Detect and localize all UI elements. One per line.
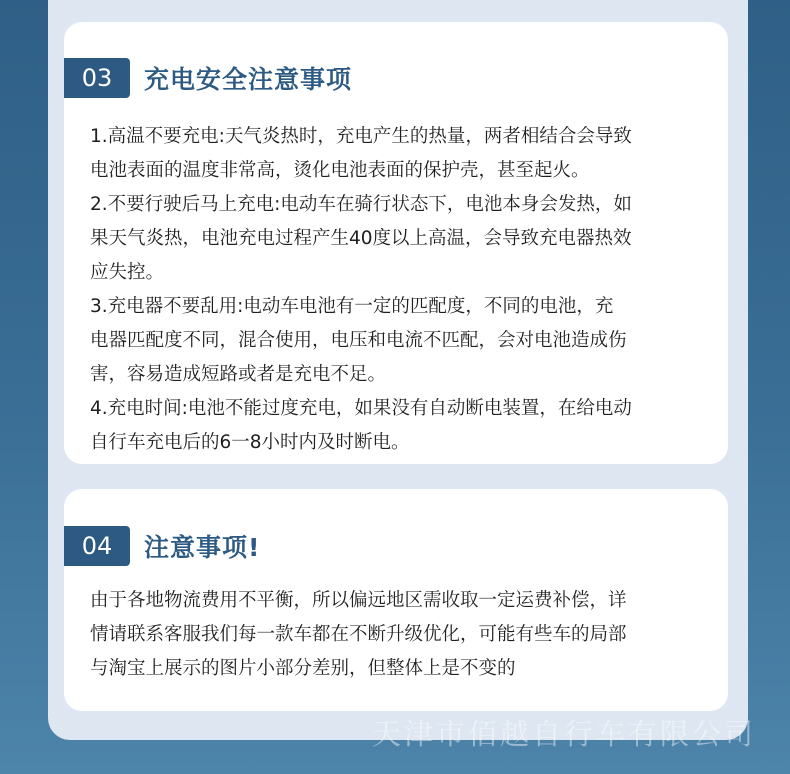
section-body <box>90 120 712 460</box>
text-line: 应失控。 <box>90 262 165 283</box>
section-header <box>64 58 352 98</box>
text-line: 由于各地物流费用不平衡，所以偏远地区需收取一定运费补偿，详 <box>90 590 627 611</box>
text-line: 情请联系客服我们每一款车都在不断升级优化，可能有些车的局部 <box>90 624 627 645</box>
charging-safety-card <box>64 22 728 464</box>
text-line: 害，容易造成短路或者是充电不足。 <box>90 364 387 385</box>
text-line: 4.充电时间:电池不能过度充电，如果没有自动断电装置，在给电动 <box>90 398 632 419</box>
text-line: 电器匹配度不同，混合使用，电压和电流不匹配，会对电池造成伤 <box>90 330 627 351</box>
section-body <box>90 584 712 686</box>
text-line: 3.充电器不要乱用:电动车电池有一定的匹配度，不同的电池，充 <box>90 296 614 317</box>
section-header <box>64 526 260 566</box>
text-line: 自行车充电后的6一8小时内及时断电。 <box>90 432 410 453</box>
section-title: 充电安全注意事项 <box>144 65 353 94</box>
section-number-badge: 04 <box>64 526 130 566</box>
company-watermark: 天津市佰越自行车有限公司 <box>371 717 756 751</box>
notice-card <box>64 489 728 711</box>
text-line: 果天气炎热，电池充电过程产生40度以上高温，会导致充电器热效 <box>90 228 632 249</box>
section-title: 注意事项! <box>144 533 261 562</box>
text-line: 电池表面的温度非常高，烫化电池表面的保护壳，甚至起火。 <box>90 160 590 181</box>
text-line: 2.不要行驶后马上充电:电动车在骑行状态下，电池本身会发热，如 <box>90 194 632 215</box>
text-line: 与淘宝上展示的图片小部分差别，但整体上是不变的 <box>90 658 516 679</box>
text-line: 1.高温不要充电:天气炎热时，充电产生的热量，两者相结合会导致 <box>90 126 632 147</box>
section-number-badge: 03 <box>64 58 130 98</box>
